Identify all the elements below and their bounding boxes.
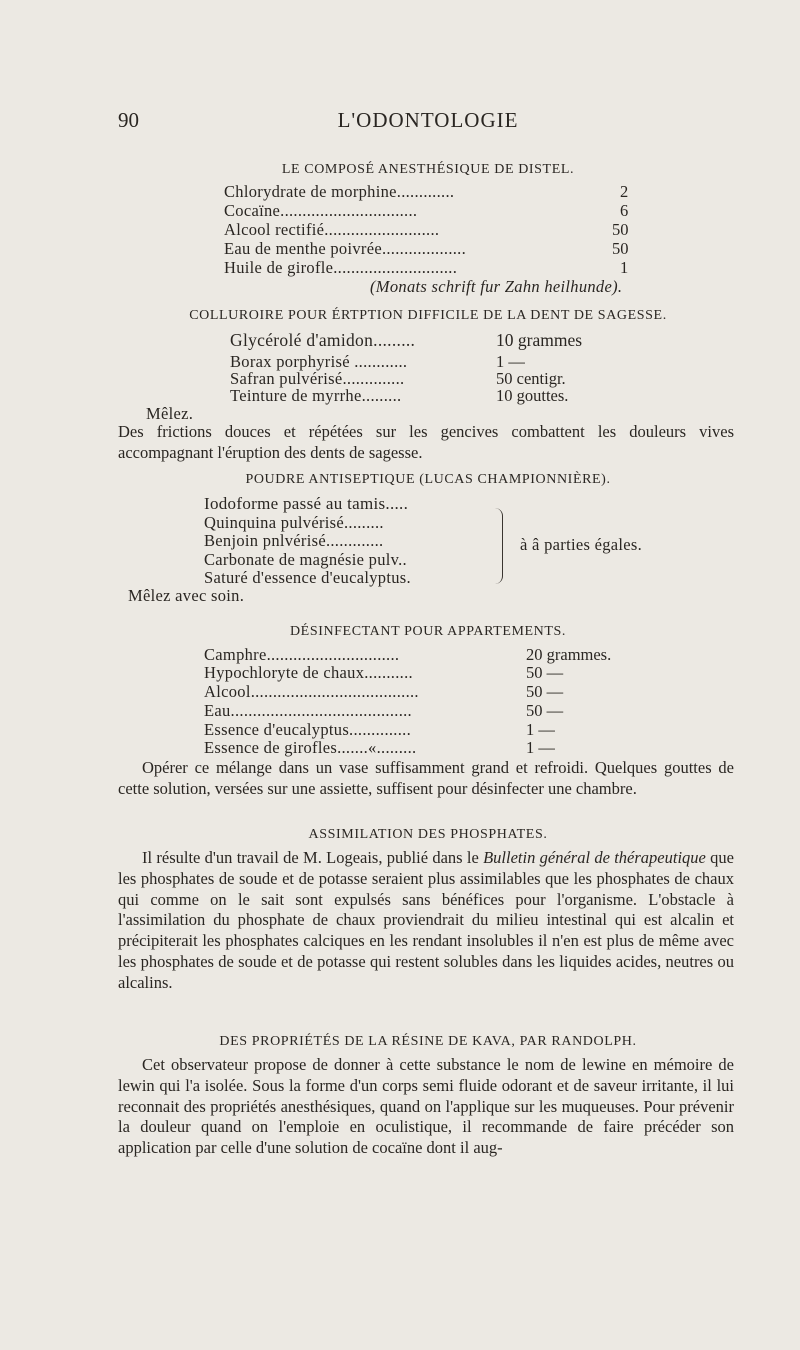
ingredient-value: 1 — — [526, 738, 555, 757]
curly-brace — [492, 508, 503, 584]
ingredient-label: Borax porphyrisé ............ — [230, 352, 408, 371]
ingredient-value: 6 — [620, 201, 629, 220]
ingredient-value: 2 — [620, 182, 629, 201]
brace-note: à â parties égales. — [520, 535, 643, 554]
section-title-poudre: POUDRE ANTISEPTIQUE (LUCAS CHAMPIONNIÈRE). — [245, 472, 611, 487]
ingredient-label: Eau de menthe poivrée................... — [224, 239, 467, 258]
ingredient-label: Huile de girofle............................ — [224, 258, 458, 277]
ingredient-value: 1 — — [526, 720, 555, 739]
paragraph-text: Cet observateur propose de donner à cette substance le nom de lewine en mémoire de lewin qui l'a isolée. Sous la forme d'un corps semi fluide odorant et de saveur irritante, il lui reconnait des propriétés anesthésiques, quand on l'applique sur les muqueuses. Pour prévenir la douleur quand on l'emploie en oculistique, il recommande de faire précéder son application par celle d'une solution de cocaïne dont il aug- — [118, 1055, 734, 1158]
ingredient-label: Quinquina pulvérisé......... — [204, 513, 384, 532]
ingredient-value: 50 — — [526, 663, 564, 682]
page-number: 90 — [118, 108, 139, 132]
ingredient-value: 1 — [620, 258, 629, 277]
section-title-colluroire: COLLUROIRE POUR ÉRTPTION DIFFICILE DE LA DENT DE SAGESSE. — [189, 308, 667, 323]
paragraph-text: Des frictions douces et répétées sur les gencives combattent les douleurs vives accompagnant l'éruption des dents de sagesse. — [118, 422, 734, 462]
paragraph — [118, 758, 734, 800]
ingredient-label: Carbonate de magnésie pulv.. — [204, 550, 407, 569]
section-title-distel: LE COMPOSÉ ANESTHÉSIQUE DE DISTEL. — [281, 162, 575, 177]
ingredient-label: Chlorydrate de morphine............. — [224, 182, 455, 201]
ingredient-label: Saturé d'essence d'eucalyptus. — [204, 568, 411, 587]
section-title-desinfectant: DÉSINFECTANT POUR APPARTEMENTS. — [289, 624, 567, 639]
page-header — [118, 108, 738, 138]
ingredient-label: Iodoforme passé au tamis..... — [204, 494, 409, 513]
text-run: Il résulte d'un travail de M. Logeais, publié dans le — [142, 848, 484, 867]
ingredient-label: Teinture de myrrhe......... — [230, 386, 402, 405]
section-title-kava: DES PROPRIÉTÉS DE LA RÉSINE DE KAVA, PAR RANDOLPH. — [219, 1034, 637, 1049]
ingredient-label: Alcool...................................... — [204, 682, 419, 701]
text-run: que les phosphates de soude et de potasse seraient plus assimilables que les phosphates de chaux qui comme on le sait sont expulsés sans bénéfices pour l'organisme. L'obstacle à l'assimilation du phosphate de chaux proviendrait du milieu intestinal qui est alcalin et précipiterait les phosphates calciques en les rendant insolubles il n'en est plus de même avec les phosphates de soude et de potasse qui restent solubles dans les liquides acides, neutres ou alcalins. — [118, 848, 735, 992]
mix-instruction: Mêlez avec soin. — [128, 586, 245, 605]
ingredient-value: 10 grammes — [496, 330, 583, 350]
mix-instruction: Mêlez. — [146, 404, 194, 423]
running-title: L'ODONTOLOGIE — [337, 108, 519, 132]
journal-title: Bulletin général de thérapeutique — [483, 848, 706, 867]
ingredient-label: Camphre.............................. — [204, 645, 400, 664]
paragraph — [118, 848, 734, 994]
ingredient-value: 50 centigr. — [496, 369, 566, 388]
ingredient-label: Benjoin pnlvérisé............. — [204, 531, 384, 550]
section-title-assimilation: ASSIMILATION DES PHOSPHATES. — [308, 827, 548, 842]
paragraph-text: Opérer ce mélange dans un vase suffisamment grand et refroidi. Quelques gouttes de cette solution, versées sur une assiette, suffisent pour désinfecter une chambre. — [118, 758, 734, 798]
paragraph — [118, 422, 734, 464]
ingredient-label: Glycérolé d'amidon......... — [230, 330, 416, 350]
ingredient-value: 10 gouttes. — [496, 386, 569, 405]
paragraph — [118, 1055, 734, 1159]
ingredient-label: Essence d'eucalyptus.............. — [204, 720, 411, 739]
source-citation: (Monats schrift fur Zahn heilhunde). — [370, 277, 623, 296]
ingredient-value: 50 — — [526, 701, 564, 720]
ingredient-value: 20 grammes. — [526, 645, 612, 664]
ingredient-value: 1 — — [496, 352, 525, 371]
ingredient-value: 50 — [612, 239, 629, 258]
ingredient-label: Safran pulvérisé.............. — [230, 369, 405, 388]
ingredient-label: Cocaïne............................... — [224, 201, 418, 220]
ingredient-label: Eau......................................... — [204, 701, 412, 720]
ingredient-label: Essence de girofles.......«......... — [204, 738, 417, 757]
ingredient-value: 50 — [612, 220, 629, 239]
ingredient-label: Hypochloryte de chaux........... — [204, 663, 413, 682]
ingredient-value: 50 — — [526, 682, 564, 701]
ingredient-label: Alcool rectifié.......................... — [224, 220, 440, 239]
paragraph-text — [118, 848, 734, 994]
